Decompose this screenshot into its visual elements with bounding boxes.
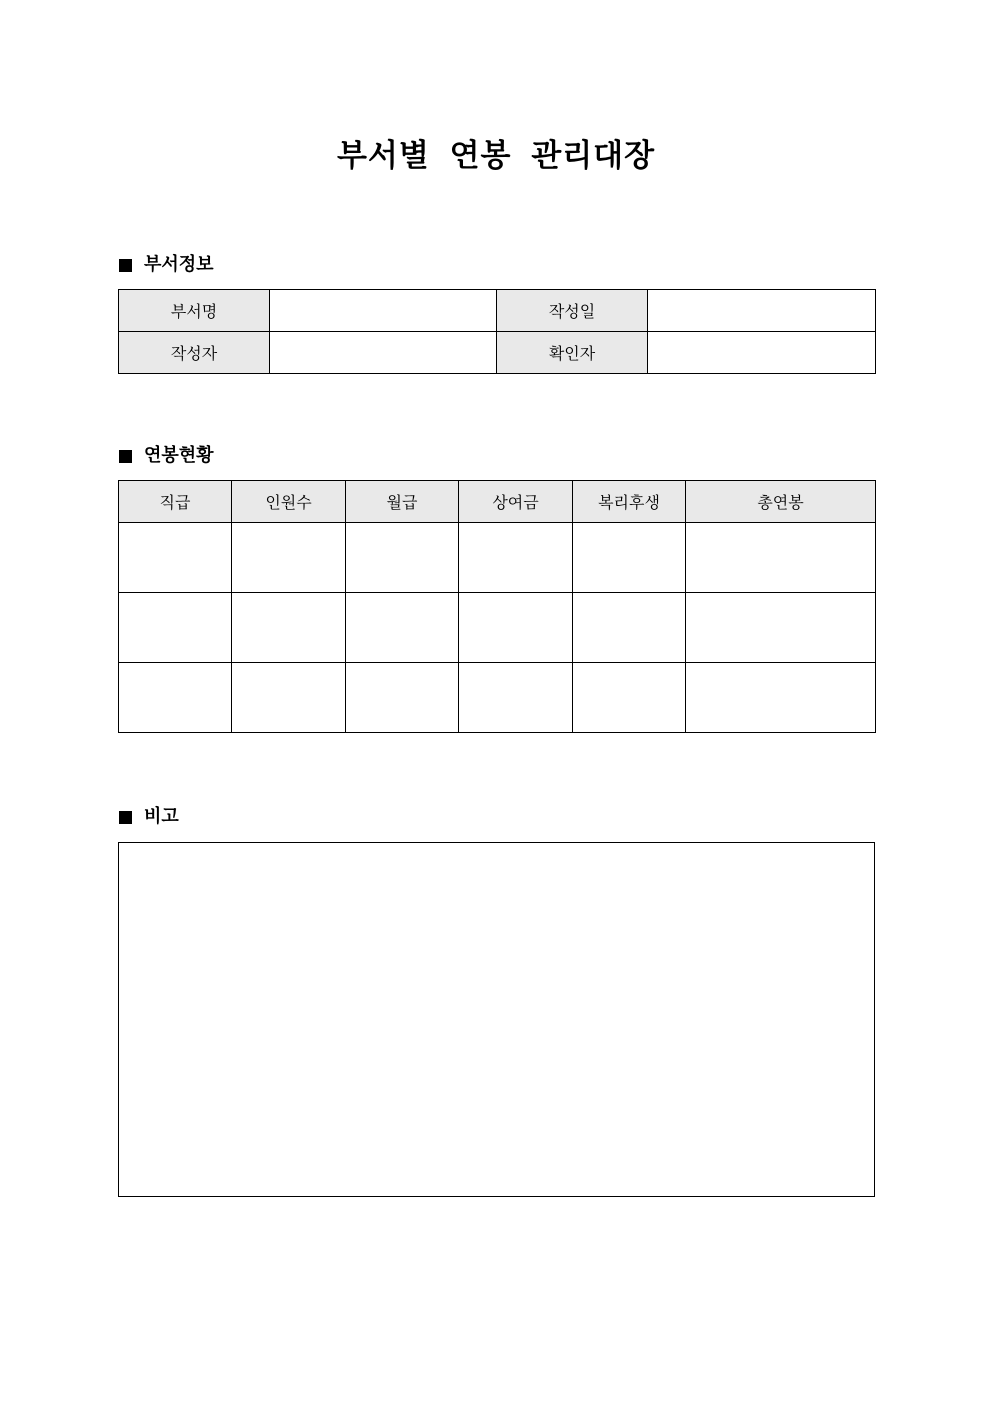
table-cell[interactable] [119, 663, 232, 733]
table-row [119, 523, 876, 593]
table-cell[interactable] [346, 663, 459, 733]
created-date-label: 작성일 [497, 290, 648, 332]
table-cell[interactable] [686, 523, 876, 593]
table-cell[interactable] [573, 593, 686, 663]
square-bullet-icon [119, 450, 132, 463]
table-cell[interactable] [459, 593, 573, 663]
table-header-row [119, 481, 876, 523]
dept-name-label: 부서명 [119, 290, 270, 332]
column-header-headcount: 인원수 [232, 481, 346, 523]
table-row [119, 332, 876, 374]
table-cell[interactable] [573, 523, 686, 593]
dept-name-field[interactable] [270, 290, 497, 332]
salary-status-table [118, 480, 876, 733]
column-header-bonus: 상여금 [459, 481, 573, 523]
table-cell[interactable] [119, 523, 232, 593]
table-cell[interactable] [459, 523, 573, 593]
column-header-total-salary: 총연봉 [686, 481, 876, 523]
table-cell[interactable] [232, 663, 346, 733]
square-bullet-icon [119, 259, 132, 272]
table-cell[interactable] [119, 593, 232, 663]
reviewer-field[interactable] [648, 332, 876, 374]
table-cell[interactable] [232, 593, 346, 663]
section-heading-salary-status [119, 444, 214, 468]
table-cell[interactable] [232, 523, 346, 593]
reviewer-label: 확인자 [497, 332, 648, 374]
table-cell[interactable] [686, 663, 876, 733]
page-title: 부서별 연봉 관리대장 [336, 138, 656, 174]
created-date-field[interactable] [648, 290, 876, 332]
column-header-monthly-pay: 월급 [346, 481, 459, 523]
author-label: 작성자 [119, 332, 270, 374]
table-cell[interactable] [573, 663, 686, 733]
remarks-box[interactable] [118, 842, 875, 1197]
table-cell[interactable] [459, 663, 573, 733]
table-cell[interactable] [346, 593, 459, 663]
section-heading-dept-info [119, 253, 214, 277]
section-heading-remarks [119, 805, 179, 829]
table-row [119, 663, 876, 733]
table-cell[interactable] [686, 593, 876, 663]
section-heading-label: 연봉현황 [144, 445, 214, 466]
column-header-rank: 직급 [119, 481, 232, 523]
author-field[interactable] [270, 332, 497, 374]
square-bullet-icon [119, 811, 132, 824]
table-row [119, 593, 876, 663]
section-heading-label: 비고 [144, 806, 179, 827]
section-heading-label: 부서정보 [144, 254, 214, 275]
dept-info-table [118, 289, 876, 374]
table-row [119, 290, 876, 332]
column-header-benefits: 복리후생 [573, 481, 686, 523]
table-cell[interactable] [346, 523, 459, 593]
